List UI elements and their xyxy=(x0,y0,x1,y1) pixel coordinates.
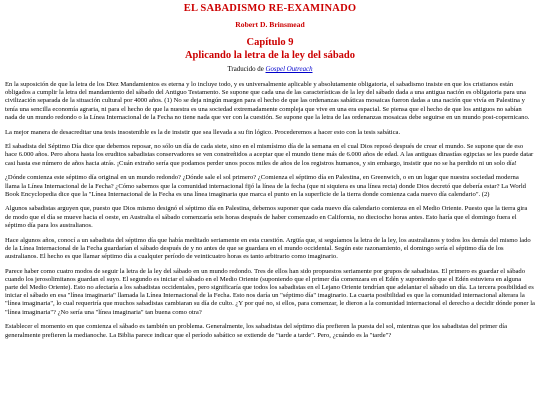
paragraph: ¿Dónde comienza este séptimo día original en un mundo redondo? ¿Dónde sale el sol primero? ¿Comienza el séptimo día en Palestina, en Greenwich, o en un lugar que nuestra sociedad moderna llama la Línea Internacional de la Fecha? ¿Cómo sabemos que la comunidad internacional fijó la línea de la fecha (que ni siquiera es una línea recta) donde Dios decretó que debería estar? La World Book Encyclopedia dice que la "Línea Internacional de la Fecha es una línea imaginaria que marca el punto en la superficie de la tierra donde comienza cada nuevo día calendario". (2) xyxy=(5,174,526,198)
chapter-heading xyxy=(0,37,540,62)
page-title: EL SABADISMO RE-EXAMINADO xyxy=(183,3,357,14)
chapter-number: Capítulo 9 xyxy=(246,37,294,48)
paragraph: El sabadista del Séptimo Día dice que debemos reposar, no sólo un día de cada siete, sino en el mismísimo día de la semana en el cual Dios reposó después de crear el mundo. Se supone que de eso hace 6.000 años. Pero ahora hasta los eruditos sabadistas conservadores se ven constreñidos a aceptar que el mundo tiene más de 6.000 años de edad. A las antiguas dinastías egipcias se les puede datar casi hasta ese número de años hacia atrás. ¡Cuán extraño sería que podamos perder unos pocos miles de años de los registros humanos, y sin embargo, insistir que no se ha perdido ni un solo día! xyxy=(5,143,534,167)
document-header xyxy=(0,0,540,73)
paragraph: Parece haber como cuatro modos de seguir la letra de la ley del sábado en un mundo redondo. Tres de ellos han sido propuestos seriamente por grupos de sabadistas. El primero es guardar el sábado cuando los jerosolimitanos guardan el suyo. El segundo es iniciar el sábado en el Medio Oriente (suponiendo que el primer día comenzara en el Edén y suponiendo que el Edén estuviera en alguna parte del Medio Oriente). Esto no afectaría a los sabadistas occidentales, pero significaría que todos los sabadistas en el Lejano Oriente tendrían que adelantar el sábado un día. La tercera posibilidad es iniciar el sábado en esa "línea imaginaria" llamada la Línea Internacional de la Fecha. Esto nos daría un "séptimo día" imaginario. La cuarta posibilidad es que la comunidad internacional alterara la "línea imaginaria", lo cual requeriría que muchos sabadistas cambiaran su día de culto. ¿Y por qué no, si ellos, para comenzar, le dieron a la comunidad internacional el derecho a decidir dónde poner la "línea imaginaria"? ¿No sería una "línea imaginaria" tan buena como otra? xyxy=(5,267,535,316)
chapter-title: Aplicando la letra de la ley del sábado xyxy=(184,49,356,61)
translation-prefix: Traducido de xyxy=(227,66,266,73)
translation-credit xyxy=(0,66,540,73)
gospel-outreach-link[interactable]: Gospel Outreach xyxy=(265,66,313,73)
author-name: Robert D. Brinsmead xyxy=(235,20,305,29)
paragraph: En la suposición de que la letra de los Diez Mandamientos es eterna y lo incluye todo, y es universalmente aplicable y absolutamente obligatoria, el sabadismo insiste en que los cristianos están obligados a cumplir la letra del mandamiento del sábado del Antiguo Testamento. Se supone que cada una de las características de la ley del sábado dada a una antigua nación es obligatoria para una civilización separada de la situación cultural por 4000 años. (1) No se deja ningún margen para el hecho de que las ordenanzas sabáticas mosaicas fueron dadas a una nación que vivía en Palestina y tenía una sencilla economía agraria, ni para el hecho de que la nuestra es una sociedad extremadamente compleja que vive en una era espacial. Se piensa que el hecho de que los antiguos no sabían nada de un mundo redondo o la Línea Internacional de la Fecha no tiene nada que ver con la cuestión. Se supone que la letra de las ordenanzas mosaicas debe seguirse en un mundo post-copernicano. xyxy=(5,81,530,121)
paragraph: La mejor manera de desacreditar una tesis insostenible es la de insistir que sea llevada a su fin lógico. Procederemos a hacer esto con la tesis sabática. xyxy=(5,128,401,136)
paragraph: Establecer el momento en que comienza el sábado es también un problema. Generalmente, los sabadistas del séptimo día prefieren la puesta del sol, mientras que los sabadistas del primer día generalmente prefieren la medianoche. La Biblia parece indicar que el período sabático se extiende de "tarde a tarde". Pero, ¿cuándo es la "tarde"? xyxy=(5,323,508,339)
paragraph: Algunos sabadistas arguyen que, puesto que Dios mismo designó el séptimo día en Palestina, debemos suponer que cada nuevo día calendario comienza en el Medio Oriente. Puesto que la tierra gira de modo que el día se mueve hacia el oeste, en Australia el sábado comenzaría seis horas después de haber comenzado en California, no dieciocho horas antes. Esto haría que el domingo fuera el séptimo día para los australianos. xyxy=(5,205,528,229)
body-text xyxy=(0,81,540,340)
paragraph: Hace algunos años, conocí a un sabadista del séptimo día que había meditado seriamente en esta cuestión. Argüía que, si seguíamos la letra de la ley, los australianos y todos los demás del mismo lado de la Línea Internacional de la Fecha guardarían el sábado después de y no antes de que se guardara en el mundo occidental. Según este razonamiento, el domingo sería el séptimo día de los australianos. El hecho es que llamar séptimo día a cualquier período de veinticuatro horas es tanto arbitrario como imaginario. xyxy=(5,236,531,260)
